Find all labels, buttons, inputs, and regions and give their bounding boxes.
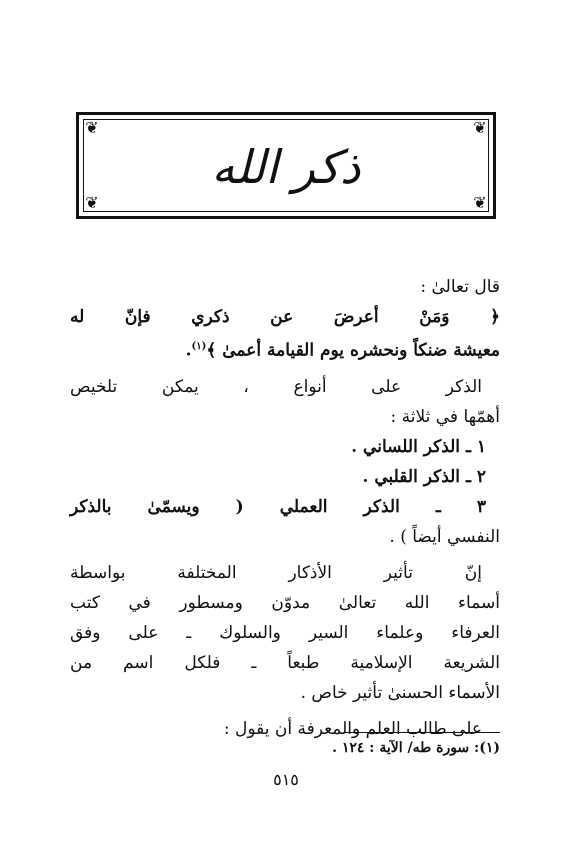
chapter-title: ذكر الله — [211, 140, 361, 194]
intro-line: قال تعالىٰ : — [420, 277, 500, 297]
page-number: ٥١٥ — [273, 770, 299, 789]
list-item-2: ٢ ـ الذكر القلبي . — [362, 466, 486, 487]
paragraph-2-line-3: العرفاء وعلماء السير والسلوك ـ على وفق — [70, 622, 500, 643]
paragraph-2-line-2: أسماء الله تعالىٰ مدوّن ومسطور في كتب — [70, 592, 500, 613]
list-item-1: ١ ـ الذكر اللساني . — [351, 436, 486, 457]
verse-text: معيشة ضنكاً ونحشره يوم القيامة أعمىٰ ﴾ — [206, 340, 500, 361]
list-item-3-line-2: النفسي أيضاً ) . — [389, 526, 500, 547]
verse-line-2 — [70, 332, 500, 366]
paragraph-3: على طالب العلم والمعرفة أن يقول : — [223, 718, 482, 739]
ornament-corner-icon: ❦ — [473, 193, 487, 212]
paragraph-1-line-1: الذكر على أنواع ، يمكن تلخيص — [70, 376, 482, 397]
footnote: (١): سورة طه/ الآية : ١٢٤ . — [332, 740, 500, 756]
paragraph-1-line-2: أهمّها في ثلاثة : — [390, 406, 500, 427]
title-frame — [76, 112, 496, 219]
paragraph-2-line-5: الأسماء الحسنىٰ تأثير خاص . — [300, 682, 500, 703]
paragraph-2-line-4: الشريعة الإسلامية طبعاً ـ فلكل اسم من — [70, 652, 500, 673]
paragraph-2-line-1: إنّ تأثير الأذكار المختلفة بواسطة — [70, 562, 482, 583]
list-item-3-line-1: ٣ ـ الذكر العملي ( ويسمّىٰ بالذكر — [70, 496, 486, 517]
main-text — [70, 272, 500, 744]
footnote-marker: (١) — [191, 341, 207, 352]
verse-end: . — [185, 340, 192, 361]
ornament-corner-icon: ❦ — [85, 193, 99, 212]
ornament-corner-icon: ❦ — [85, 118, 99, 137]
footnote-divider — [344, 732, 500, 733]
ornament-corner-icon: ❦ — [473, 118, 487, 137]
verse-line-1: ﴿ وَمَنْ أعرضَ عن ذكري فإنّ له — [70, 307, 500, 327]
